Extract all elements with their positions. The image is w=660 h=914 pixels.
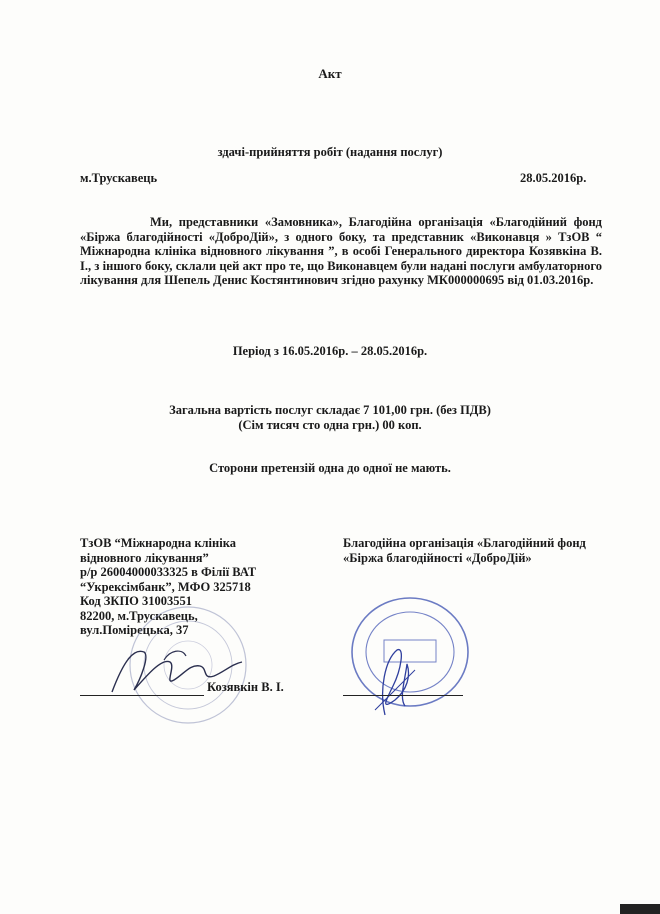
customer-details bbox=[343, 536, 623, 565]
document-city: м.Трускавець bbox=[80, 171, 158, 185]
act-body-text: Ми, представники «Замовника», Благодійна організація «Благодійний фонд «Біржа благодійності «ДоброДій», з одного боку, та представник «Виконавця » ТзОВ “ Міжнародна клініка відновного лікування ”, в особі Генерального директора Козявкіна В. І., з іншого боку, склали цей акт про те, що Виконавцем були надані послуги амбулаторного лікування для Шепель Денис Костянтинович згідно рахунку МК000000695 від 01.03.2016р. bbox=[80, 215, 602, 287]
act-body-paragraph bbox=[80, 215, 602, 288]
executor-line: Код ЗКПО 31003551 bbox=[80, 594, 193, 608]
customer-line: «Біржа благодійності «ДоброДій» bbox=[343, 550, 532, 565]
service-period: Період з 16.05.2016р. – 28.05.2016р. bbox=[232, 344, 428, 358]
claims-statement: Сторони претензій одна до одної не мають. bbox=[209, 461, 451, 475]
customer-line: Благодійна організація «Благодійний фонд bbox=[343, 536, 586, 550]
executor-line: 82200, м.Трускавець, bbox=[80, 608, 198, 623]
document-date: 28.05.2016р. bbox=[520, 171, 587, 185]
executor-line: “Укрексімбанк”, МФО 325718 bbox=[80, 579, 251, 594]
executor-line: вул.Помірецька, 37 bbox=[80, 623, 189, 637]
document-title: Акт bbox=[318, 66, 342, 81]
executor-line: відновного лікування” bbox=[80, 550, 209, 565]
total-amount: Загальна вартість послуг складає 7 101,00 грн. (без ПДВ) bbox=[169, 403, 491, 417]
executor-line: р/р 26004000033325 в Філії ВАТ bbox=[80, 565, 257, 579]
document-subtitle: здачі-прийняття робіт (надання послуг) bbox=[217, 145, 443, 159]
executor-signer-name: Козявкін В. І. bbox=[207, 680, 284, 694]
total-amount-words: (Сім тисяч сто одна грн.) 00 коп. bbox=[238, 418, 422, 432]
customer-signature bbox=[355, 640, 435, 720]
executor-line: ТзОВ “Міжнародна клініка bbox=[80, 536, 236, 550]
customer-signature-line bbox=[343, 695, 463, 696]
executor-signature-line bbox=[80, 695, 204, 696]
scan-corner-mark bbox=[620, 904, 660, 914]
